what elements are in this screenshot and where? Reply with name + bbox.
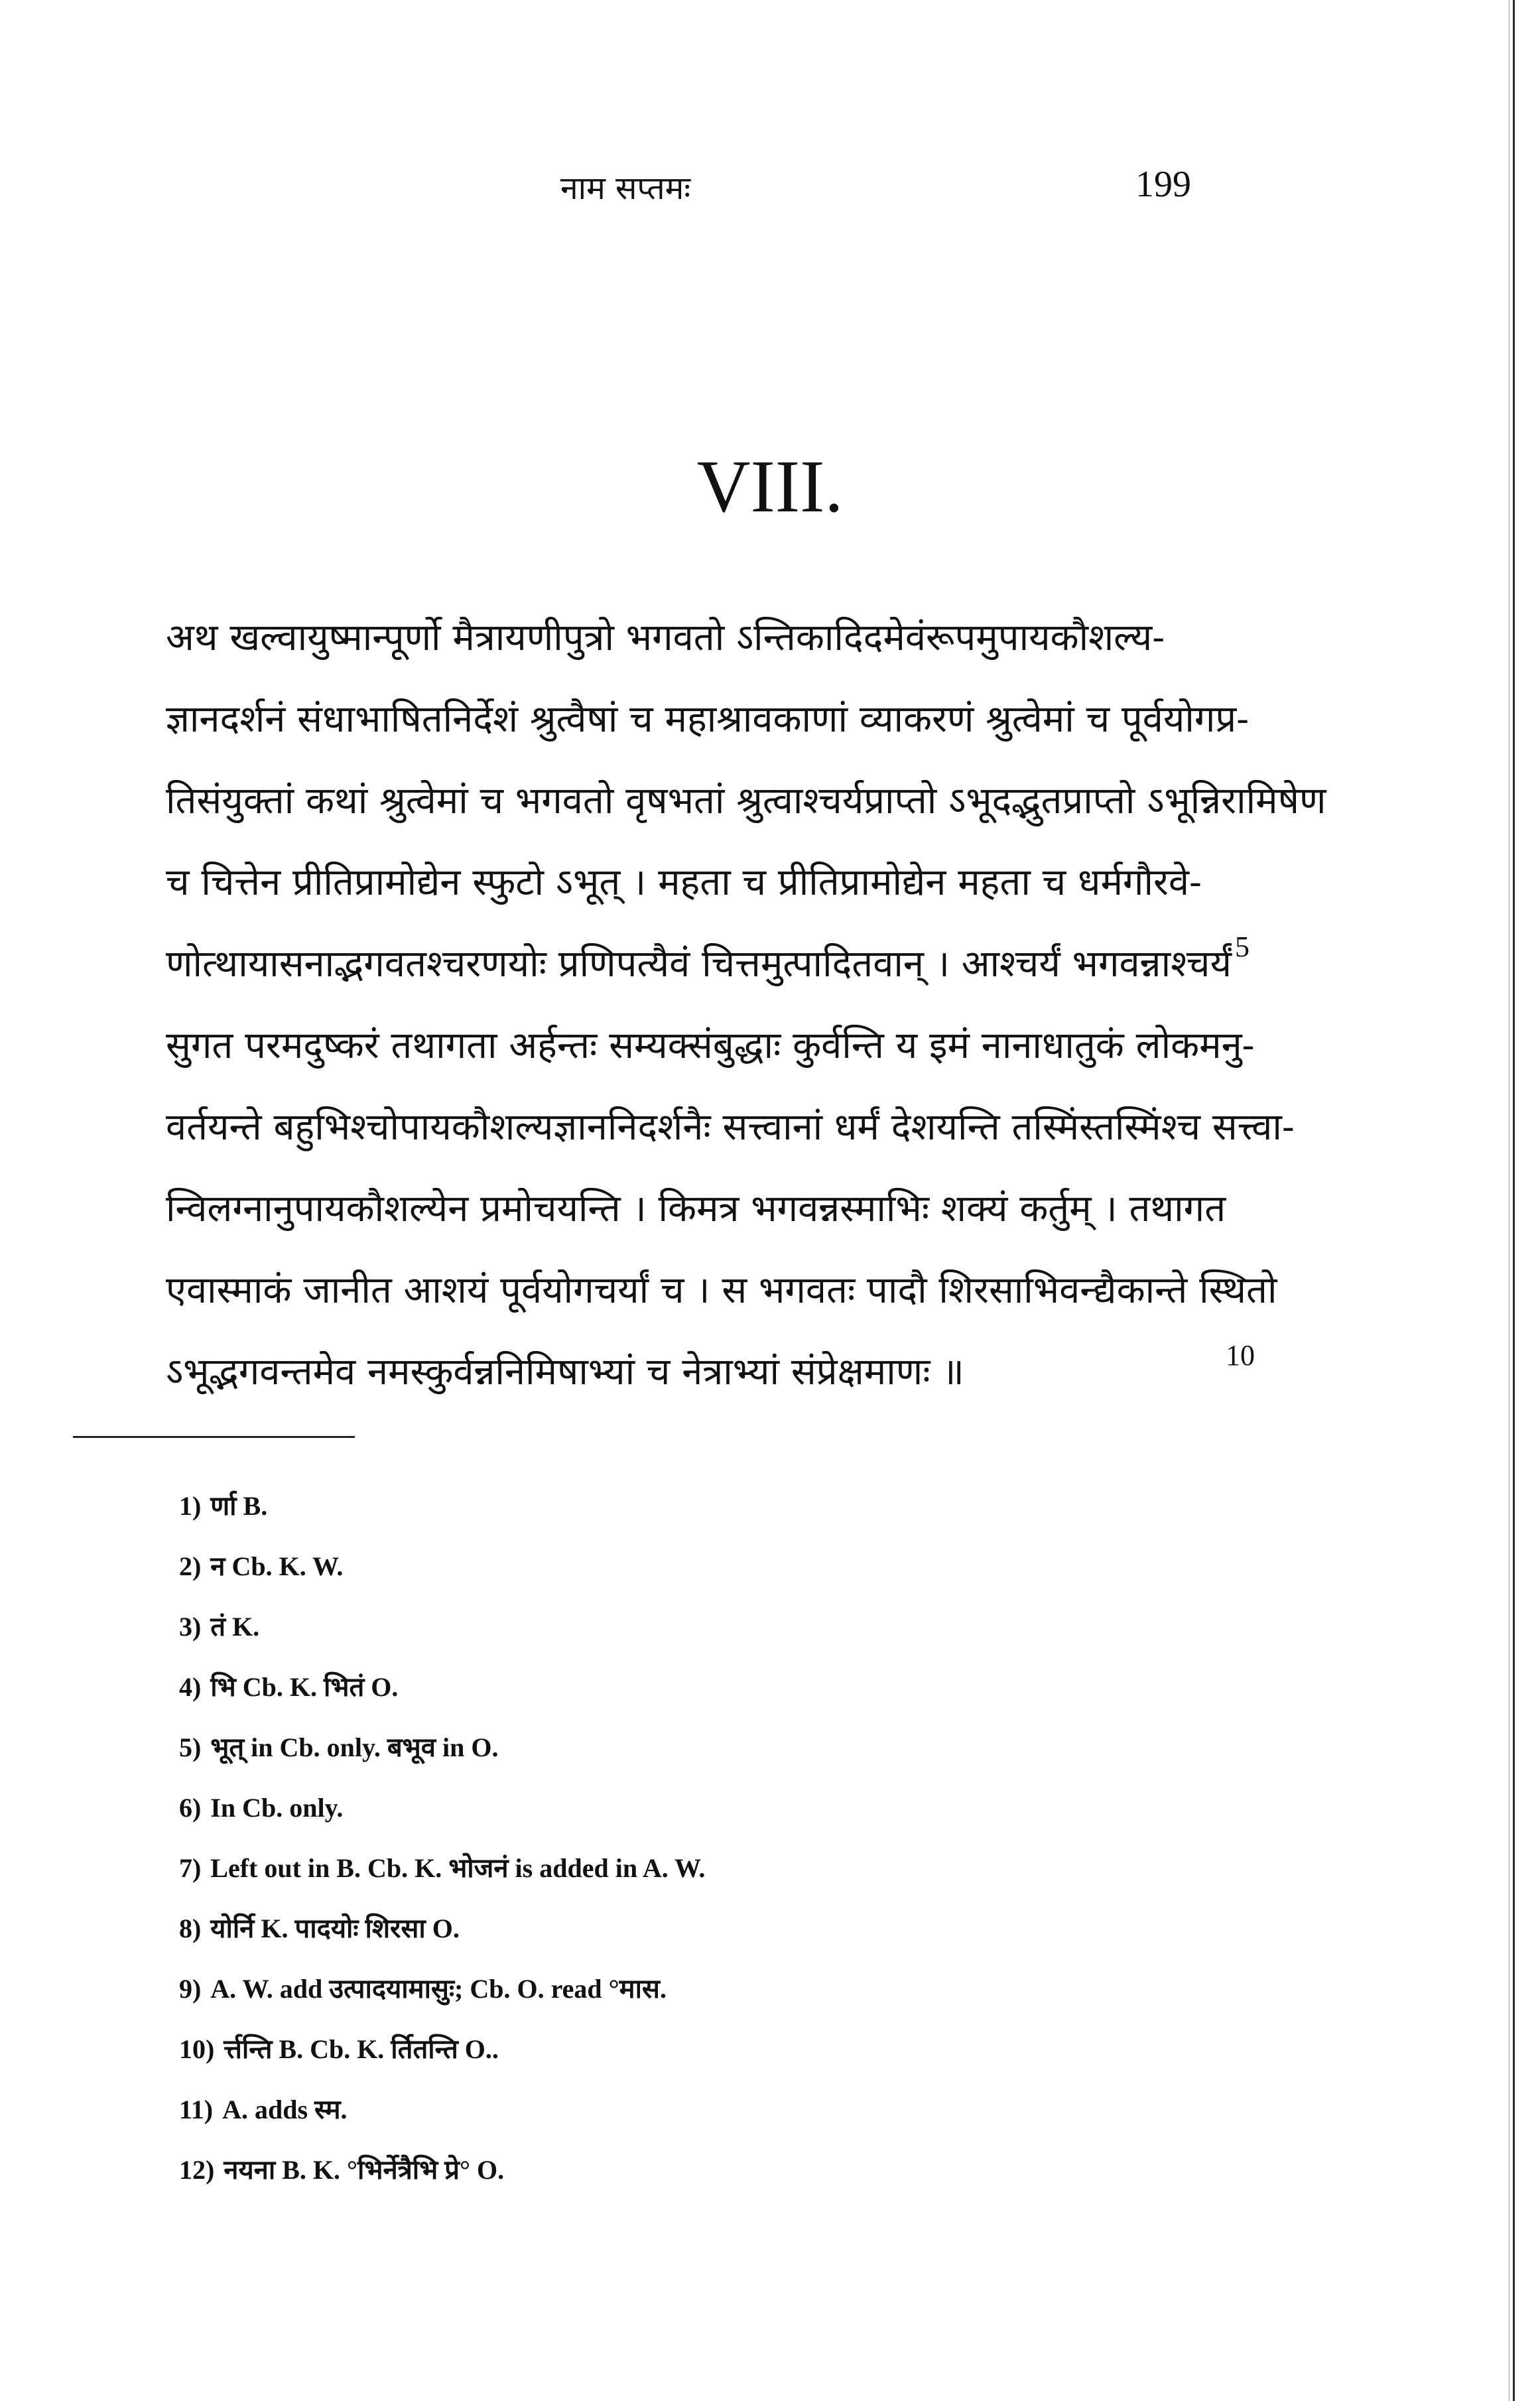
footnote: 5) भूत् in Cb. only. बभूव in O. xyxy=(179,1732,499,1762)
page-edge-rule xyxy=(1513,0,1515,2401)
footnote: 1) र्णा B. xyxy=(179,1491,268,1521)
text-line: एवास्माकं जानीत आशयं पूर्वयोगचर्यां च । स भगवतः पादौ शिरसाभिवन्द्यैकान्ते स्थितो xyxy=(166,1269,1277,1312)
footnote: 11) A. adds स्म. xyxy=(179,2095,348,2124)
text-line: सुगत परमदुष्करं तथागता अर्हन्तः सम्यक्संबुद्धाः कुर्वन्ति य इमं नानाधातुकं लोकमनु- xyxy=(166,1024,1255,1067)
page-number: 199 xyxy=(1135,164,1191,205)
footnote: 2) न Cb. K. W. xyxy=(179,1551,344,1581)
footnote: 10) र्त्तन्ति B. Cb. K. र्तितन्ति O.. xyxy=(179,2034,499,2064)
line-number-marker: 5 xyxy=(1235,931,1250,963)
text-line: तिसंयुक्तां कथां श्रुत्वेमां च भगवतो वृषभतां श्रुत्वाश्चर्यप्राप्तो ऽभूदद्भुतप्राप्तो ऽभून्निरामिषेण xyxy=(166,779,1326,822)
footnote: 9) A. W. add उत्पादयामासुः; Cb. O. read °मास. xyxy=(179,1974,667,2004)
footnote: 6) In Cb. only. xyxy=(179,1793,344,1823)
text-line: न्विलग्नानुपायकौशल्येन प्रमोचयन्ति । किमत्र भगवन्नस्माभिः शक्यं कर्तुम् । तथागत xyxy=(166,1187,1226,1230)
footnote: 12) नयना B. K. °भिर्नेत्रैभि प्रे° O. xyxy=(179,2155,505,2185)
footnote: 4) भि Cb. K. भितं O. xyxy=(179,1672,399,1702)
chapter-heading: VIII. xyxy=(696,446,844,528)
text-line: वर्तयन्ते बहुभिश्चोपायकौशल्यज्ञाननिदर्शनैः सत्त्वानां धर्मं देशयन्ति तस्मिंस्तस्मिंश्च सत्त्वा- xyxy=(166,1106,1295,1149)
text-line: च चित्तेन प्रीतिप्रामोद्येन स्फुटो ऽभूत् । महता च प्रीतिप्रामोद्येन महता च धर्मगौरवे- xyxy=(166,861,1202,904)
footnote: 3) तं K. xyxy=(179,1612,260,1642)
line-number-marker: 10 xyxy=(1226,1339,1255,1372)
text-line: णोत्थायासनाद्भगवतश्चरणयोः प्रणिपत्यैवं चित्तमुत्पादितवान् । आश्चर्यं भगवन्नाश्चर्यं xyxy=(166,942,1232,986)
text-line: अथ खल्वायुष्मान्पूर्णो मैत्रायणीपुत्रो भगवतो ऽन्तिकादिदमेवंरूपमुपायकौशल्य- xyxy=(166,616,1165,659)
text-line: ऽभूद्भगवन्तमेव नमस्कुर्वन्ननिमिषाभ्यां च नेत्राभ्यां संप्रेक्षमाणः ॥ xyxy=(166,1350,964,1394)
footnote: 7) Left out in B. Cb. K. भोजनं is added in A. W. xyxy=(179,1853,706,1883)
footnote: 8) योर्नि K. पादयोः शिरसा O. xyxy=(179,1914,460,1943)
footnote-separator xyxy=(73,1436,355,1438)
footnotes xyxy=(179,1476,1108,2200)
text-line: ज्ञानदर्शनं संधाभाषितनिर्देशं श्रुत्वैषां च महाश्रावकाणां व्याकरणं श्रुत्वेमां च पूर्वयोगप्र- xyxy=(166,698,1250,741)
running-header-title: नाम सप्तमः xyxy=(560,170,691,207)
